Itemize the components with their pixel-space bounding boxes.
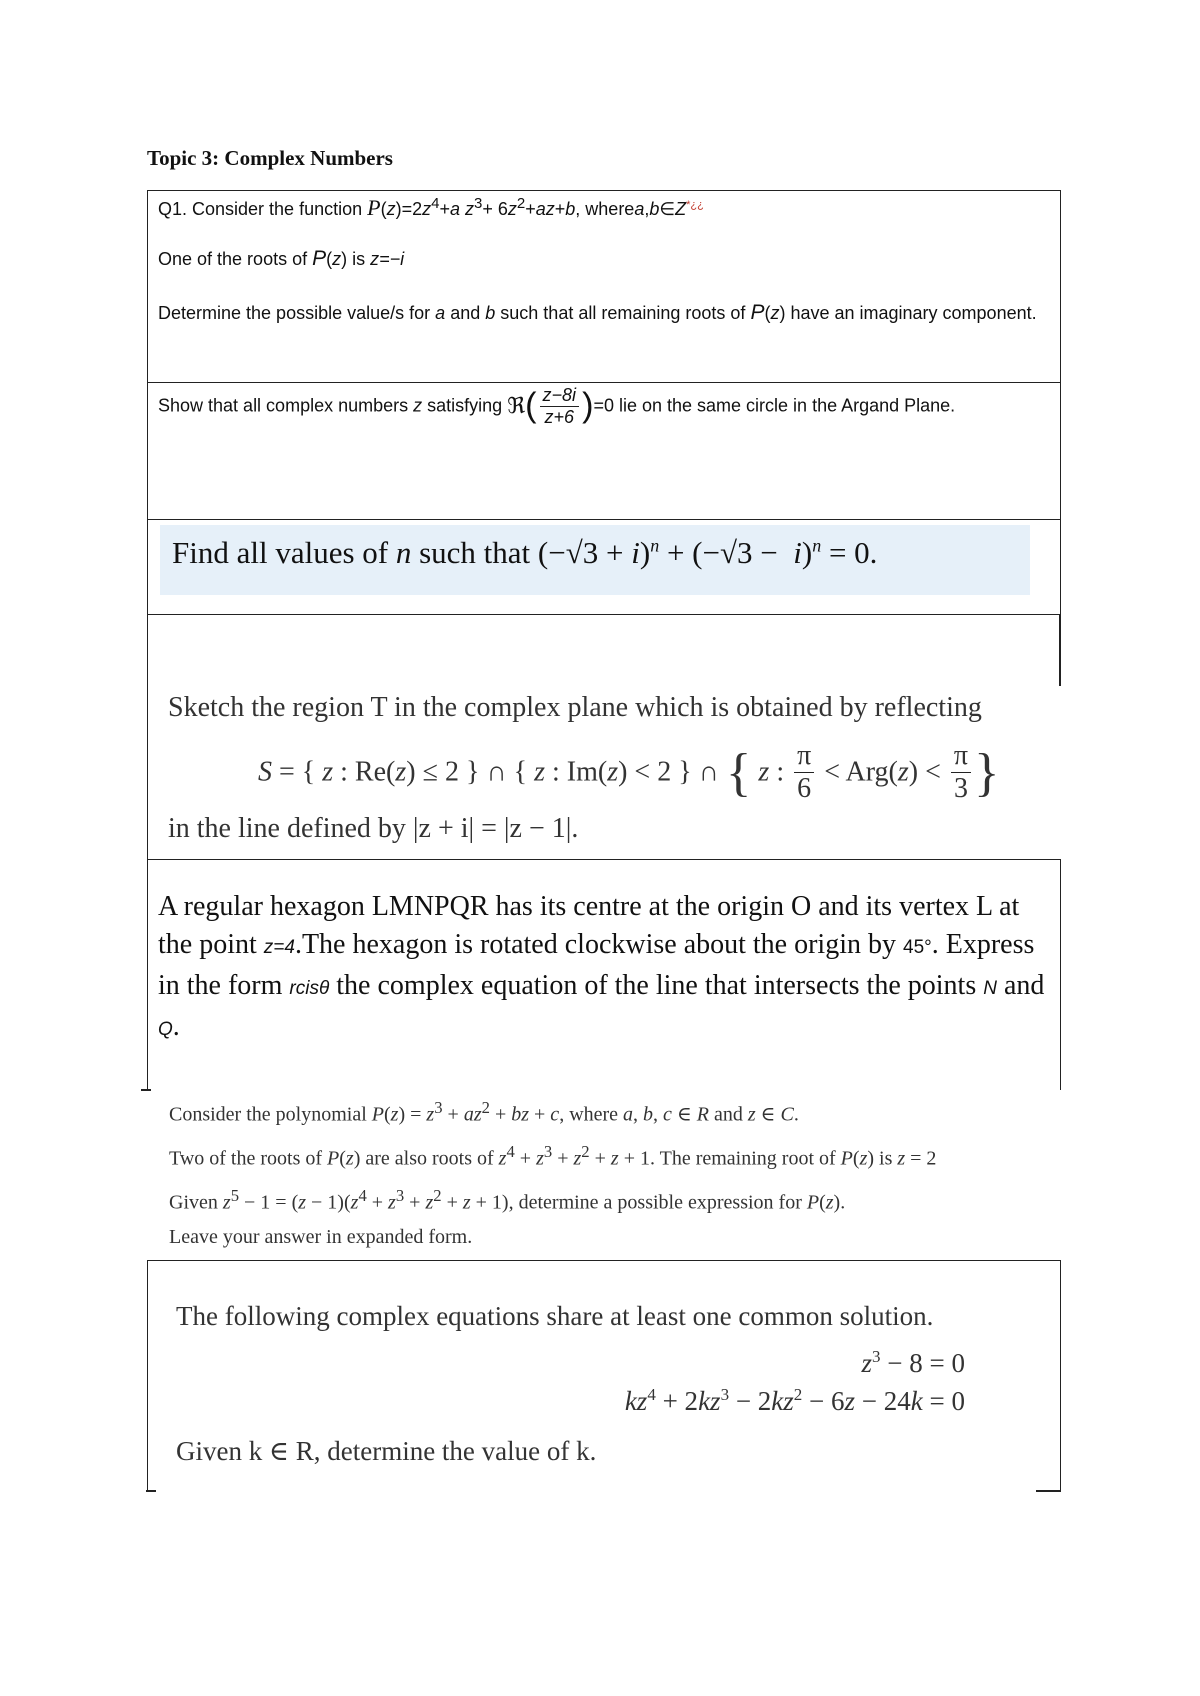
- question-1-box: [147, 190, 1061, 383]
- q3-highlight: Find all values of n such that $(-√3 + i)^n + (-√3 - i)^n = 0$.: [160, 525, 1030, 595]
- q4-line-1: Sketch the region T in the complex plane which is obtained by reflecting: [168, 692, 982, 723]
- q7-bottom-left-tick: [146, 1490, 156, 1492]
- q7-bottom-right-tick: [1036, 1490, 1061, 1492]
- q7-line-4: Given k ∈ R, determine the value of k.: [176, 1436, 597, 1466]
- question-3-box: [147, 519, 1061, 615]
- q6-line-2: Two of the roots of P(z) are also roots of $z^4 + z^3 + z^2 + z + 1$. The remaining root of P(z) is z = 2: [169, 1142, 937, 1170]
- question-4-box: [147, 614, 1061, 859]
- q4-right-border: [1059, 614, 1061, 686]
- q4-set-definition: S = { z : Re(z) ≤ 2 } ∩ { z : Im(z) < 2 } ∩ { z : $\frac{\pi}{6}$ < Arg(z) < $\frac{\pi}{3}$ }: [258, 740, 1000, 805]
- q1-line-1: Q1. Consider the function $P(z)=2z^4+a$ $z^3+ 6z^2+az+b$, wherea,b∈Z*¿¿: [158, 195, 704, 220]
- q1-line-3: Determine the possible value/s for a and b such that all remaining roots of P(z) have an imaginary component.: [158, 301, 1037, 324]
- question-2-box: [147, 382, 1061, 520]
- q7-line-1: The following complex equations share at least one common solution.: [176, 1301, 934, 1331]
- question-6-block: [147, 1090, 1061, 1260]
- q6-line-3: Given $z^5 - 1 = (z - 1)(z^4 + z^3 + z^2 + z + 1)$, determine a possible expression for P(z).: [169, 1186, 846, 1214]
- q1-line-2: One of the roots of P(z) is z=−i: [158, 247, 405, 270]
- q2-line: Show that all complex numbers z satisfying ℜ( $\frac{z-8i}{z+6}$ )=0 lie on the same circle in the Argand Plane.: [158, 385, 956, 427]
- q6-line-4: Leave your answer in expanded form.: [169, 1226, 473, 1248]
- q4-line-3: in the line defined by |z + i| = |z − 1|.: [168, 813, 579, 844]
- question-5-box: A regular hexagon LMNPQR has its centre at the origin O and its vertex L at the point z=4.The hexagon is rotated clockwise about the origin by 45°. Express in the form rcisθ the complex equation of the line that intersects the points N and Q.: [147, 859, 1061, 1090]
- q2-fraction: $\frac{z-8i}{z+6}$: [540, 385, 580, 427]
- q7-equation-1: $z^3 - 8 = 0$: [861, 1347, 965, 1378]
- error-marker: *¿¿: [686, 199, 704, 211]
- q6-line-1: Consider the polynomial $P(z) = z^3 + az^2$ + bz + c, where a, b, c ∈ R and z ∈ C.: [169, 1098, 799, 1126]
- question-7-box: [147, 1260, 1061, 1492]
- q7-equation-2: $kz^4 + 2kz^3 - 2kz^2 - 6z - 24k = 0$: [624, 1385, 965, 1416]
- page-title: Topic 3: Complex Numbers: [147, 146, 393, 170]
